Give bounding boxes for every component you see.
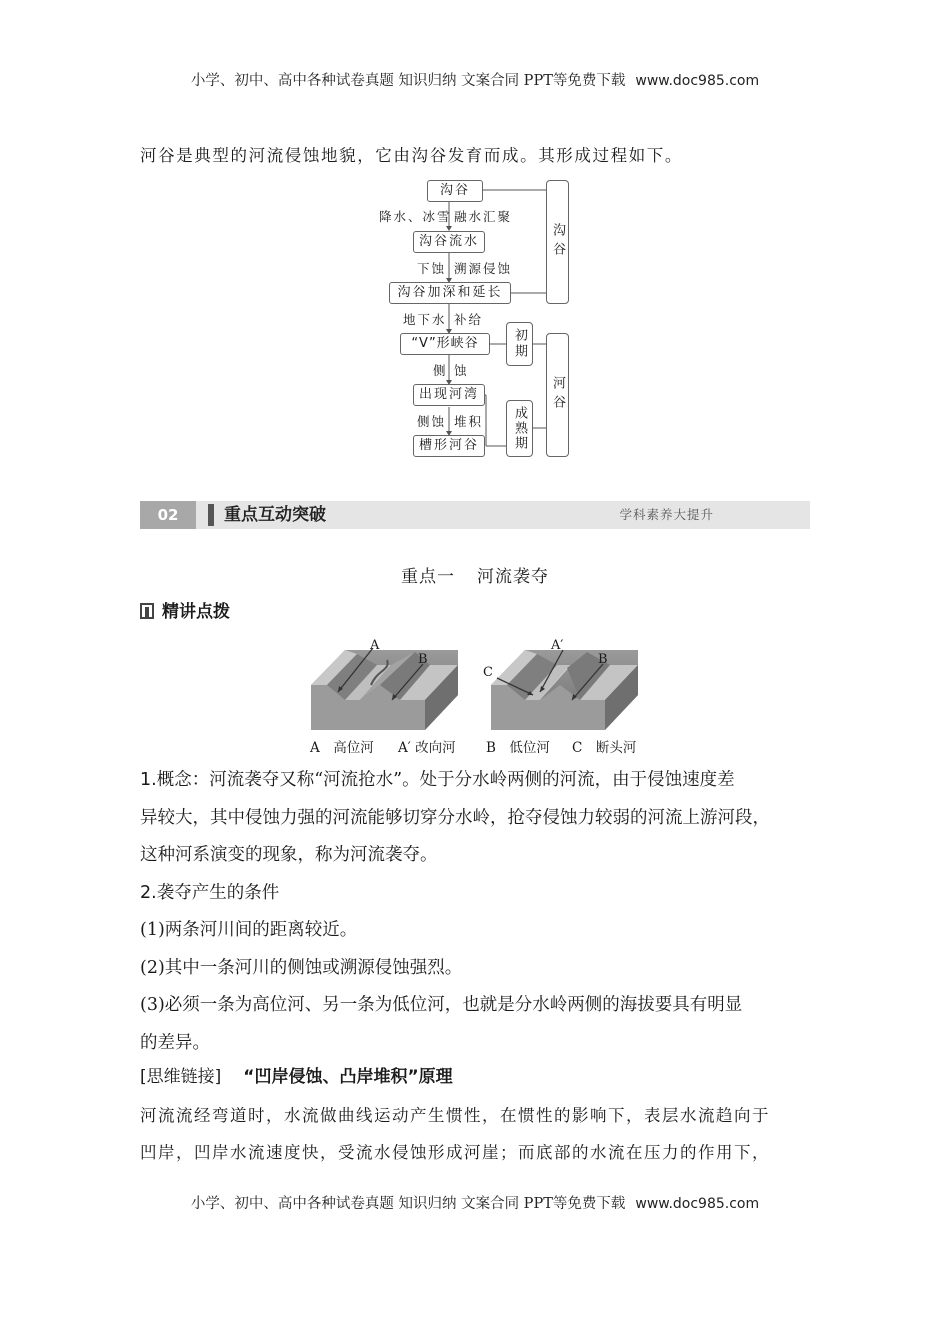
condition-2: (2)其中一条河川的侧蚀或溯源侵蚀强烈。 [140,957,463,978]
concept-paragraph [140,762,822,1062]
node-meander: 出现河湾 [413,384,485,406]
explanation-paragraph [140,1097,820,1171]
flowchart [370,178,580,463]
edge-right-3: 补给 [454,312,484,327]
footer-url[interactable]: www.doc985.com [635,1196,760,1212]
caption-a: A 高位河 [310,740,374,756]
group-gully: 沟谷 [546,180,569,304]
block-after-capture [491,650,638,730]
section-tag: 学科素养大提升 [619,507,714,522]
node-deepen-extend: 沟谷加深和延长 [389,282,511,304]
concept-line-2: 异较大，其中侵蚀力强的河流能够切穿分水岭，抢夺侵蚀力较弱的河流上游河段， [140,807,770,828]
edge-left-2: 下蚀 [417,261,447,276]
key-point-name: 河流袭夺 [477,567,549,587]
node-v-canyon: “V”形峡谷 [400,333,490,355]
thinking-tag: [思维链接] [140,1067,222,1087]
concept-line-1: 河流袭夺又称“河流抢水”。处于分水岭两侧的河流，由于侵蚀速度差 [209,770,735,790]
bookmark-icon [140,603,154,619]
caption-c: C 断头河 [572,740,637,756]
section-title: 重点互动突破 [224,505,326,525]
group-mature: 成熟期 [506,400,533,457]
section-number: 02 [140,501,196,529]
group-early: 初期 [506,322,533,366]
caption-b: B 低位河 [486,740,550,756]
figure-label-a-prime: A′ [551,638,564,653]
edge-left-3: 地下水 [403,312,447,327]
figure-label-a: A [370,638,380,653]
subheading [140,597,230,622]
figure-label-b1: B [418,652,428,667]
edge-right-1: 融水汇聚 [454,209,513,224]
section-band [140,501,810,529]
key-point-title [0,562,950,587]
intro-text: 河谷是典型的河流侵蚀地貌，它由沟谷发育而成。其形成过程如下。 [140,146,683,165]
thinking-link [140,1062,453,1087]
group-valley: 河谷 [546,333,569,457]
edge-left-1: 降水、冰雪 [379,209,452,224]
caption-a-prime: A′ 改向河 [398,740,456,756]
concept-heading: 1.概念： [140,770,210,790]
explanation-line-1: 河流流经弯道时，水流做曲线运动产生惯性，在惯性的影响下，表层水流趋向于 [140,1106,770,1125]
figure-label-c: C [483,665,493,680]
block-before-capture [311,648,458,730]
edge-right-4: 蚀 [454,363,469,378]
conditions-heading: 2.袭夺产生的条件 [140,882,280,903]
node-gully: 沟谷 [427,180,483,202]
edge-right-2: 溯源侵蚀 [454,261,513,276]
condition-3: (3)必须一条为高位河、另一条为低位河，也就是分水岭两侧的海拔要具有明显 [140,995,743,1015]
figure-label-b2: B [598,652,608,667]
concept-line-3: 这种河系演变的现象，称为河流袭夺。 [140,845,438,865]
edge-left-5: 侧蚀 [417,414,447,429]
section-divider [208,504,214,526]
edge-left-4: 侧 [433,363,448,378]
edge-right-5: 堆积 [454,414,484,429]
footer-text: 小学、初中、高中各种试卷真题 知识归纳 文案合同 PPT等免费下载 [190,1196,626,1212]
condition-1: (1)两条河川间的距离较近。 [140,920,358,940]
node-trough-valley: 槽形河谷 [413,435,485,457]
node-gully-flow: 沟谷流水 [413,231,485,253]
key-point-label: 重点一 [401,567,455,587]
thinking-title: “凹岸侵蚀、凸岸堆积”原理 [243,1067,453,1087]
subheading-text: 精讲点拨 [162,602,230,622]
explanation-line-2: 凹岸，凹岸水流速度快，受流水侵蚀形成河崖；而底部的水流在压力的作用下， [140,1143,770,1162]
header-url[interactable]: www.doc985.com [635,73,760,89]
page-footer [0,1192,950,1213]
condition-3-cont: 的差异。 [140,1032,210,1053]
page-header [0,69,950,90]
header-text: 小学、初中、高中各种试卷真题 知识归纳 文案合同 PPT等免费下载 [190,73,626,89]
